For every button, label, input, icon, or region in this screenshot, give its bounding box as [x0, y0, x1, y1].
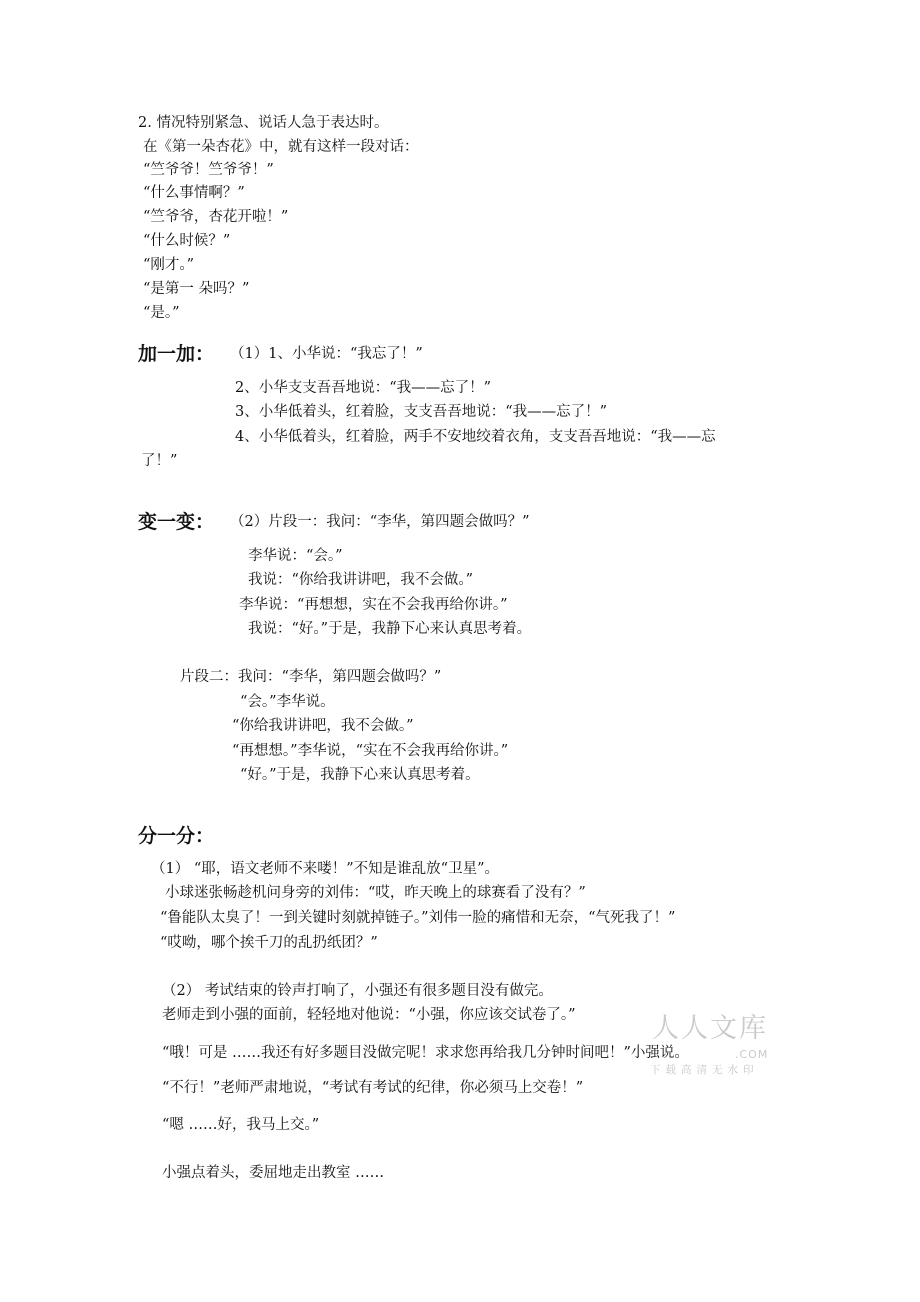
fragment2-line: “再想想。”李华说，“实在不会我再给你讲。” — [232, 743, 509, 759]
watermark-domain: .COM — [735, 1048, 769, 1061]
fen-paragraph2-line: “嗯 ……好，我马上交。” — [162, 1117, 320, 1133]
fen-paragraph2-line: （2） 考试结束的铃声打响了，小强还有很多题目没有做完。 — [162, 983, 553, 999]
fragment1-line: （2）片段一：我问：“李华，第四题会做吗？” — [230, 514, 530, 530]
fen-paragraph1-line: （1） “耶，语文老师不来喽！”不知是谁乱放“卫星”。 — [151, 861, 499, 877]
jia-item: （1）1、小华说：“我忘了！” — [230, 346, 423, 362]
watermark-tagline: 下载高清无水印 — [650, 1064, 759, 1076]
jia-item-continuation: 了！” — [141, 453, 178, 469]
fen-paragraph1-line: “鲁能队太臭了！一到关键时刻就掉链子。”刘伟一脸的痛惜和无奈，“气死我了！” — [160, 910, 676, 926]
fragment1-line: 我说：“好。”于是，我静下心来认真思考着。 — [248, 621, 532, 637]
fragment2-line: “你给我讲讲吧，我不会做。” — [232, 718, 414, 734]
fen-paragraph2-line: 老师走到小强的面前，轻轻地对他说：“小强，你应该交试卷了。” — [162, 1007, 576, 1023]
fen-paragraph2-line: “哦！可是 ……我还有好多题目没做完呢！求求您再给我几分钟时间吧！”小强说。 — [162, 1045, 689, 1061]
dialogue-line: “是第一 朵吗？” — [143, 281, 250, 297]
section-intro: 在《第一朵杏花》中，就有这样一段对话： — [143, 139, 419, 155]
fragment1-line: 我说：“你给我讲讲吧，我不会做。” — [248, 572, 474, 588]
fen-paragraph1-line: 小球迷张畅趁机问身旁的刘伟：“哎，昨天晚上的球赛看了没有？” — [165, 885, 586, 901]
dialogue-line: “刚才。” — [143, 257, 195, 273]
dialogue-line: “竺爷爷，杏花开啦！” — [143, 209, 289, 225]
fragment1-line: 李华说：“再想想，实在不会我再给你讲。” — [239, 597, 508, 613]
fragment2-line: 片段二：我问：“李华，第四题会做吗？” — [180, 669, 442, 685]
dialogue-line: “是。” — [143, 305, 180, 321]
jia-item: 2、小华支支吾吾地说：“我——忘了！” — [235, 380, 492, 396]
heading-jia: 加一加： — [138, 343, 215, 365]
jia-item: 4、小华低着头，红着脸，两手不安地绞着衣角，支支吾吾地说：“我——忘 — [235, 429, 716, 445]
dialogue-line: “竺爷爷！竺爷爷！” — [143, 162, 274, 178]
fen-paragraph1-line: “哎呦，哪个挨千刀的乱扔纸团？” — [160, 935, 378, 951]
fragment2-line: “好。”于是，我静下心来认真思考着。 — [240, 767, 480, 783]
fragment2-line: “会。”李华说。 — [240, 694, 335, 710]
watermark-brand: 人人文库 — [652, 1013, 768, 1044]
section-title: 2. 情况特别紧急、说话人急于表达时。 — [138, 115, 389, 131]
jia-item: 3、小华低着头，红着脸，支支吾吾地说：“我——忘了！” — [235, 404, 608, 420]
dialogue-line: “什么事情啊？” — [143, 185, 245, 201]
fragment1-line: 李华说：“会。” — [248, 548, 343, 564]
heading-bian: 变一变： — [138, 511, 215, 533]
dialogue-line: “什么时候？” — [143, 233, 231, 249]
heading-fen: 分一分： — [138, 825, 215, 847]
fen-paragraph2-line: 小强点着头，委屈地走出教室 …… — [162, 1165, 385, 1181]
fen-paragraph2-line: “不行！”老师严肃地说，“考试有考试的纪律，你必须马上交卷！” — [162, 1080, 584, 1096]
